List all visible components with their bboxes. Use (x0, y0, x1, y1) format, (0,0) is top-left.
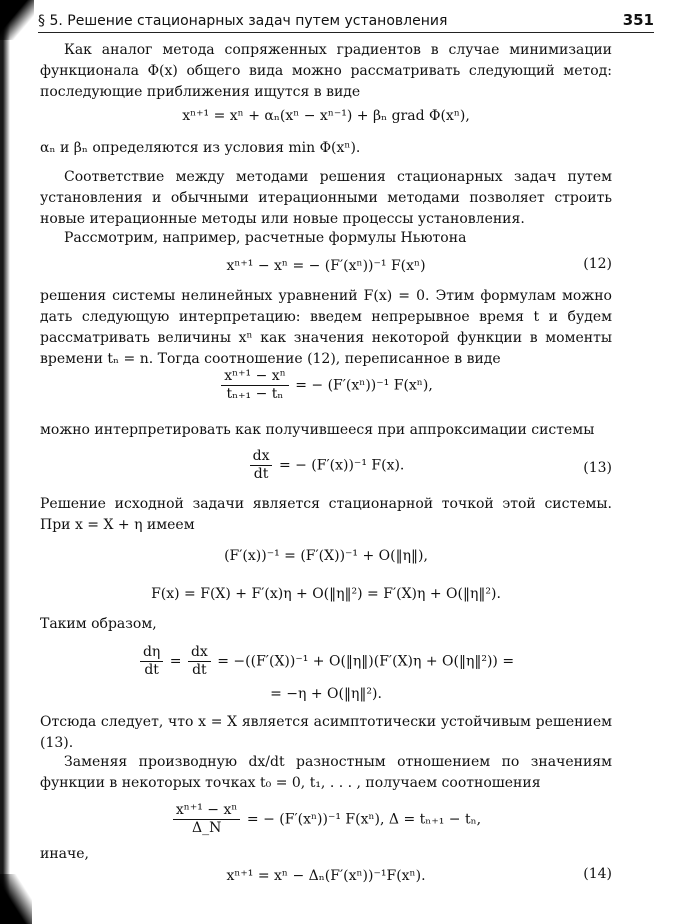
fraction: $\frac{\text{xⁿ⁺¹ − xⁿ}}{\Delta\_N}$ (173, 802, 241, 837)
fraction: $\frac{dx}{dt}$ (188, 644, 211, 679)
paragraph: Соответствие между методами решения стационарных задач путем установления и обычными итерационными методами позволяет строить новые итерационные методы или новые процессы установления. (40, 169, 612, 227)
equation-number: (12) (583, 256, 612, 272)
scan-shadow (0, 874, 32, 924)
paragraph: Таким образом, (40, 616, 157, 632)
section-title: § 5. Решение стационарных задач путем установления (38, 13, 448, 29)
formula: (F′(x))⁻¹ = (F′(X))⁻¹ + O(‖η‖), (224, 548, 428, 564)
formula: xⁿ⁺¹ = xⁿ + αₙ(xⁿ − xⁿ⁻¹) + βₙ grad Φ(xⁿ), (182, 108, 470, 124)
paragraph: решения системы нелинейных уравнений F(x) = 0. Этим формулам можно дать следующую интерпретацию: введем непрерывное время t и будем рассматривать величины xⁿ как значения некоторой функции в моменты времени tₙ = n. Тогда соотношение (12), переписанное в виде (40, 288, 612, 367)
paragraph: Рассмотрим, например, расчетные формулы Ньютона (64, 230, 467, 246)
formula: xⁿ⁺¹ − xⁿ = − (F′(xⁿ))⁻¹ F(xⁿ) (226, 258, 426, 274)
paragraph: можно интерпретировать как получившееся при аппроксимации системы (40, 422, 595, 438)
fraction: $\frac{dx}{dt}$ (250, 448, 273, 483)
fraction: $\frac{d\eta}{dt}$ (140, 644, 163, 679)
paragraph: αₙ и βₙ определяются из условия min Φ(xⁿ). (40, 140, 361, 156)
formula: F(x) = F(X) + F′(x)η + O(‖η‖²) = F′(X)η + O(‖η‖²). (151, 586, 501, 602)
scan-shadow (0, 0, 34, 40)
page-number: 351 (622, 11, 654, 29)
formula: $\frac{\text{xⁿ⁺¹ − xⁿ}}{\Delta\_N}$ = − (F′(xⁿ))⁻¹ F(xⁿ), Δ = tₙ₊₁ − tₙ, (40, 802, 612, 837)
equation-number: (14) (583, 866, 612, 882)
formula: xⁿ⁺¹ = xⁿ − Δₙ(F′(xⁿ))⁻¹F(xⁿ). (226, 868, 426, 884)
paragraph: иначе, (40, 846, 89, 862)
running-header (38, 6, 654, 33)
formula: = −η + O(‖η‖²). (270, 686, 382, 702)
paragraph: Отсюда следует, что x = X является асимптотически устойчивым решением (13). (40, 714, 612, 751)
equation-number: (13) (583, 460, 612, 476)
formula: $\frac{\text{xⁿ⁺¹ − xⁿ}}{\text{tₙ₊₁ − tₙ}}$ = − (F′(xⁿ))⁻¹ F(xⁿ), (40, 368, 612, 403)
paragraph: Заменяя производную dx/dt разностным отношением по значениям функции в некоторых точках t₀ = 0, t₁, . . . , получаем соотношения (40, 754, 612, 791)
paragraph: Как аналог метода сопряженных градиентов в случае минимизации функционала Φ(x) общего вида можно рассматривать следующий метод: последующие приближения ищутся в виде (40, 42, 612, 100)
fraction: $\frac{\text{xⁿ⁺¹ − xⁿ}}{\text{tₙ₊₁ − tₙ}}$ (221, 368, 289, 403)
scan-shadow (0, 0, 10, 924)
formula: $\frac{d\eta}{dt}$ = $\frac{dx}{dt}$ = −((F′(X))⁻¹ + O(‖η‖)(F′(X)η + O(‖η‖²)) = (40, 644, 612, 679)
formula: $\frac{dx}{dt}$ = − (F′(x))⁻¹ F(x). (40, 448, 612, 483)
paragraph: Решение исходной задачи является стационарной точкой этой системы. При x = X + η имеем (40, 496, 612, 533)
